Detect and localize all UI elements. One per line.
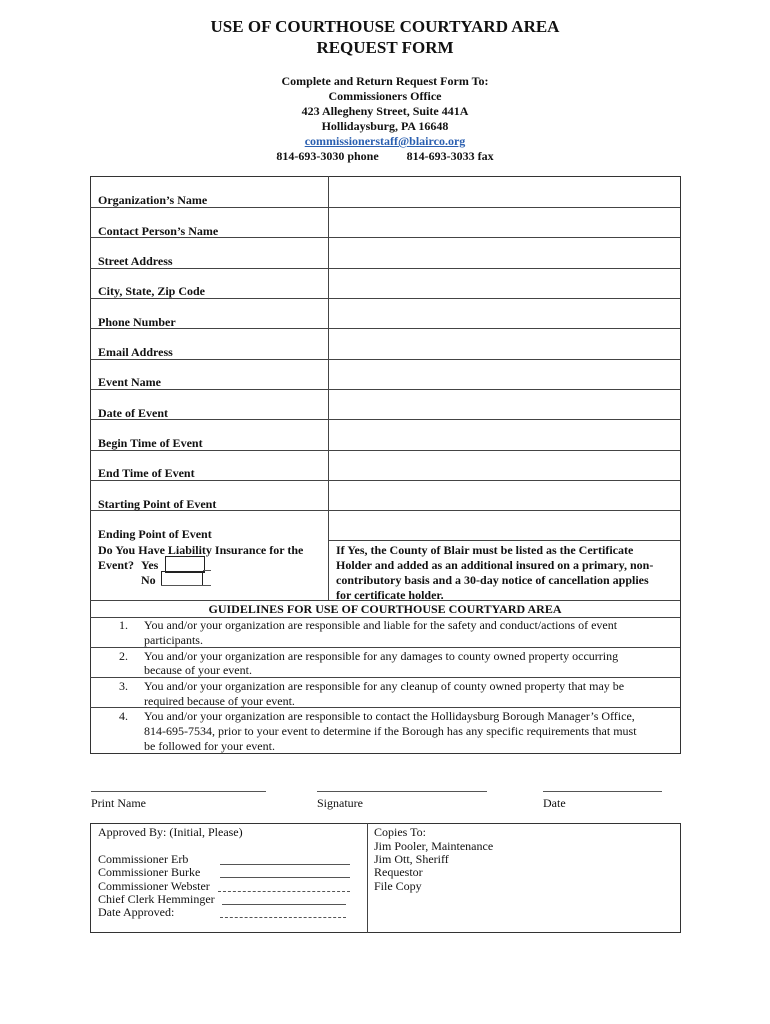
hemminger-initial-line[interactable] — [222, 904, 346, 905]
field-label-email-address: Email Address — [98, 345, 173, 359]
insurance-note-line4: for certificate holder. — [336, 588, 444, 602]
copy-item-maintenance: Jim Pooler, Maintenance — [374, 839, 494, 853]
email-address-input[interactable] — [330, 330, 678, 358]
date-of-event-input[interactable] — [330, 391, 678, 418]
phone-number-input[interactable] — [330, 300, 678, 327]
erb-initial-line[interactable] — [220, 864, 350, 865]
guideline-2-line2: because of your event. — [144, 663, 252, 677]
approval-commissioner-burke: Commissioner Burke — [98, 865, 201, 879]
contact-person-input[interactable] — [330, 209, 678, 236]
contact-email-row — [0, 134, 770, 149]
copies-to-heading: Copies To: — [374, 825, 426, 839]
field-label-street-address: Street Address — [98, 254, 173, 268]
print-name-line[interactable] — [91, 791, 266, 792]
contact-phone: 814-693-3030 phone — [276, 149, 379, 163]
field-label-phone-number: Phone Number — [98, 315, 176, 329]
guideline-4-number: 4. — [119, 709, 128, 723]
street-address-input[interactable] — [330, 239, 678, 267]
guideline-4-line3: be followed for your event. — [144, 739, 275, 753]
approved-by-heading: Approved By: (Initial, Please) — [98, 825, 243, 839]
insurance-question-line1: Do You Have Liability Insurance for the — [98, 543, 304, 557]
guideline-1-number: 1. — [119, 618, 128, 632]
field-label-date-of-event: Date of Event — [98, 406, 168, 420]
copy-item-sheriff: Jim Ott, Sheriff — [374, 852, 449, 866]
burke-initial-line[interactable] — [220, 877, 350, 878]
guidelines-heading: GUIDELINES FOR USE OF COURTHOUSE COURTYARD AREA — [208, 602, 562, 616]
guideline-4-line1: You and/or your organization are responsible to contact the Hollidaysburg Borough Manager’s Office, — [144, 709, 635, 723]
city-state-zip-input[interactable] — [330, 270, 678, 297]
field-label-starting-point: Starting Point of Event — [98, 497, 217, 511]
insurance-no-label: No — [141, 573, 156, 587]
copy-item-file-copy: File Copy — [374, 879, 422, 893]
insurance-note-line1: If Yes, the County of Blair must be listed as the Certificate — [336, 543, 634, 557]
contact-city: Hollidaysburg, PA 16648 — [321, 119, 449, 133]
guideline-1-line2: participants. — [144, 633, 203, 647]
approval-chief-clerk: Chief Clerk Hemminger — [98, 892, 215, 906]
insurance-yes-label: Yes — [141, 558, 159, 572]
date-label: Date — [543, 796, 566, 810]
field-label-begin-time: Begin Time of Event — [98, 436, 203, 450]
approval-commissioner-webster: Commissioner Webster — [98, 879, 210, 893]
copy-item-requestor: Requestor — [374, 865, 423, 879]
contact-email-link[interactable]: commissionerstaff@blairco.org — [304, 134, 466, 148]
guideline-3-number: 3. — [119, 679, 128, 693]
contact-street: 423 Allegheny Street, Suite 441A — [301, 104, 469, 118]
contact-fax: 814-693-3033 fax — [406, 149, 494, 163]
guideline-3-line2: required because of your event. — [144, 694, 295, 708]
field-label-city-state-zip: City, State, Zip Code — [98, 284, 206, 298]
date-approved-line[interactable] — [220, 917, 346, 918]
form-title-line2: REQUEST FORM — [316, 38, 454, 57]
print-name-label: Print Name — [91, 796, 146, 810]
begin-time-input[interactable] — [330, 421, 678, 449]
signature-line[interactable] — [317, 791, 487, 792]
end-time-input[interactable] — [330, 452, 678, 479]
insurance-no-box[interactable] — [161, 571, 203, 586]
field-label-organization-name: Organization’s Name — [98, 193, 208, 207]
event-name-input[interactable] — [330, 361, 678, 388]
guideline-2-line1: You and/or your organization are responsible for any damages to county owned property occurring — [144, 649, 619, 663]
form-title-line1: USE OF COURTHOUSE COURTYARD AREA — [210, 17, 560, 36]
approval-commissioner-erb: Commissioner Erb — [98, 852, 189, 866]
insurance-question-line2: Event? — [98, 558, 134, 572]
field-label-ending-point: Ending Point of Event — [98, 527, 212, 541]
signature-label: Signature — [317, 796, 363, 810]
insurance-note-line3: contributory basis and a 30-day notice of cancellation applies — [336, 573, 649, 587]
guideline-2-number: 2. — [119, 649, 128, 663]
webster-initial-line[interactable] — [218, 891, 350, 892]
ending-point-input[interactable] — [330, 512, 678, 539]
guideline-1-line1: You and/or your organization are responsible and liable for the safety and conduct/actions of event — [144, 618, 618, 632]
date-line[interactable] — [543, 791, 662, 792]
guideline-4-line2: 814-695-7534, prior to your event to determine if the Borough has any specific requirements that must — [144, 724, 637, 738]
approval-date-approved: Date Approved: — [98, 905, 175, 919]
field-label-contact-person: Contact Person’s Name — [98, 224, 219, 238]
contact-intro: Complete and Return Request Form To: — [281, 74, 489, 88]
field-label-end-time: End Time of Event — [98, 466, 195, 480]
organization-name-input[interactable] — [330, 178, 678, 206]
starting-point-input[interactable] — [330, 482, 678, 509]
contact-office: Commissioners Office — [328, 89, 442, 103]
contact-phone-fax — [0, 149, 770, 164]
insurance-note-line2: Holder and added as an additional insured on a primary, non- — [336, 558, 654, 572]
field-label-event-name: Event Name — [98, 375, 161, 389]
guideline-3-line1: You and/or your organization are responsible for any cleanup of county owned property that may be — [144, 679, 625, 693]
